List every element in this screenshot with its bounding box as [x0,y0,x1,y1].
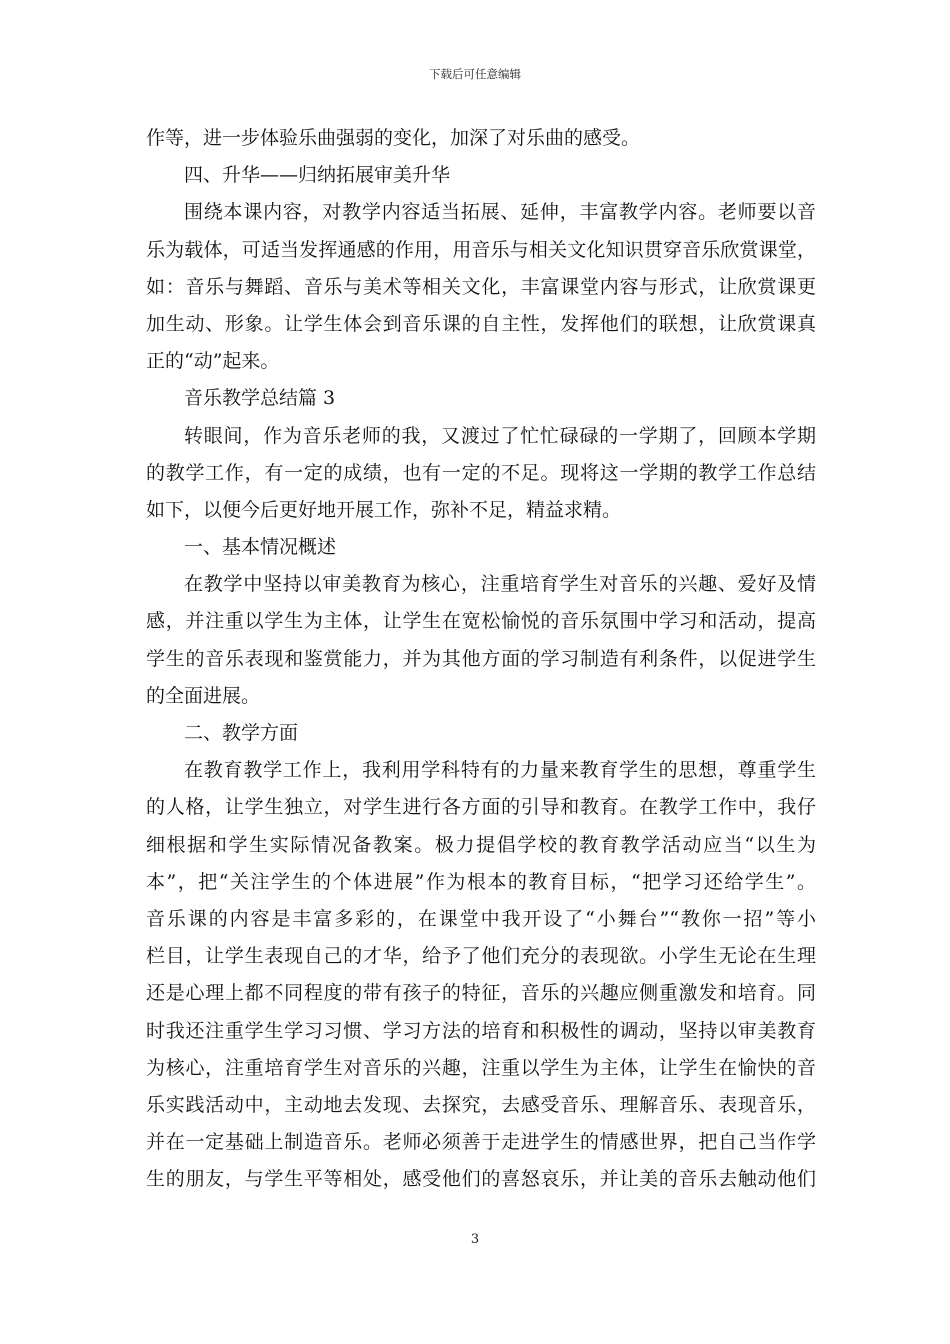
text-line: 四、升华——归纳拓展审美升华 [184,164,451,187]
text-line: 作等，进一步体验乐曲强弱的变化，加深了对乐曲的感受。 [146,127,641,149]
text-line: 的全面进展。 [146,684,261,707]
text-line: 围绕本课内容，对教学内容适当拓展、延伸，丰富教学内容。老师要以音 [184,201,816,224]
body-text [146,120,816,1198]
page-header: 下载后可任意编辑 [429,67,521,81]
text-line: 还是心理上都不同程度的带有孩子的特征，音乐的兴趣应侧重激发和培育。同 [146,982,816,1005]
text-line: 的人格，让学生独立，对学生进行各方面的引导和教育。在教学工作中，我仔 [146,796,816,819]
text-line: 正的“动”起来。 [146,350,280,373]
text-line: 细根据和学生实际情况备教案。极力提倡学校的教育教学活动应当“以生为 [146,833,816,856]
text-line: 时我还注重学生学习习惯、学习方法的培育和积极性的调动，坚持以审美教育 [146,1019,816,1042]
text-line: 为核心，注重培育学生对音乐的兴趣，注重以学生为主体，让学生在愉快的音 [146,1056,816,1079]
text-line: 生的朋友，与学生平等相处，感受他们的喜怒哀乐，并让美的音乐去触动他们 [146,1168,816,1191]
text-line: 乐为载体，可适当发挥通感的作用，用音乐与相关文化知识贯穿音乐欣赏课堂， [146,238,816,261]
text-line: 如：音乐与舞蹈、音乐与美术等相关文化，丰富课堂内容与形式，让欣赏课更 [146,275,816,298]
text-line: 如下，以便今后更好地开展工作，弥补不足，精益求精。 [146,498,622,521]
text-line: 加生动、形象。让学生体会到音乐课的自主性，发挥他们的联想，让欣赏课真 [146,312,816,335]
text-line: 转眼间，作为音乐老师的我，又渡过了忙忙碌碌的一学期了，回顾本学期 [184,424,816,447]
text-line: 一、基本情况概述 [184,536,337,559]
text-line: 在教育教学工作上，我利用学科特有的力量来教育学生的思想，尊重学生 [184,759,816,782]
text-line: 在教学中坚持以审美教育为核心，注重培育学生对音乐的兴趣、爱好及情 [184,573,816,596]
text-line: 音乐教学总结篇 3 [184,387,336,410]
text-line: 音乐课的内容是丰富多彩的，在课堂中我开设了“小舞台”“教你一招”等小 [146,907,816,930]
text-line: 感，并注重以学生为主体，让学生在宽松愉悦的音乐氛围中学习和活动，提高 [146,610,816,633]
text-line: 栏目，让学生表现自己的才华，给予了他们充分的表现欲。小学生无论在生理 [146,945,816,968]
text-line: 本”，把“关注学生的个体进展”作为根本的教育目标，“把学习还给学生”。 [146,870,816,893]
text-line: 的教学工作，有一定的成绩，也有一定的不足。现将这一学期的教学工作总结 [146,461,816,484]
text-line: 乐实践活动中，主动地去发现、去探究，去感受音乐、理解音乐、表现音乐， [146,1093,816,1116]
text-line: 学生的音乐表现和鉴赏能力，并为其他方面的学习制造有利条件，以促进学生 [146,647,816,670]
text-line: 并在一定基础上制造音乐。老师必须善于走进学生的情感世界，把自己当作学 [146,1131,816,1154]
text-line: 二、教学方面 [184,722,299,744]
page-number: 3 [470,1232,480,1247]
